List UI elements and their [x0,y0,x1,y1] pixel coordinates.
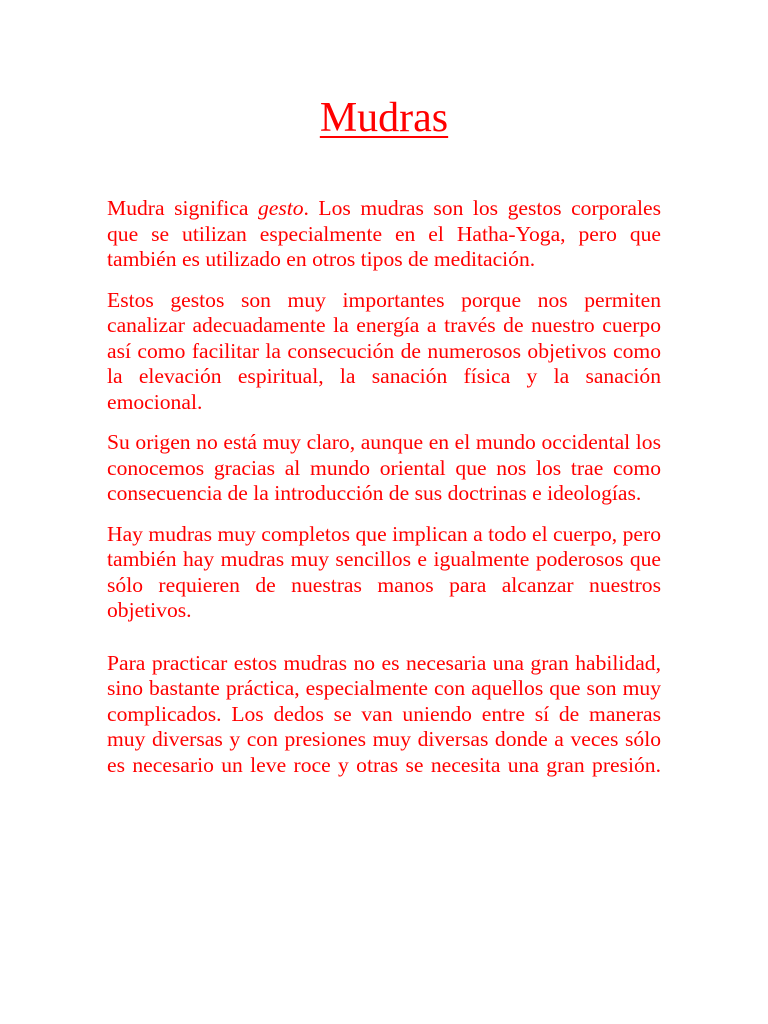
paragraph-3: Su origen no está muy claro, aunque en el mundo occidental los conocemos gracias al mundo oriental que nos los trae como consecuencia de la introducción de sus doctrinas e ideologías. [107,430,661,505]
paragraph-1 [107,196,661,273]
paragraph-4: Hay mudras muy completos que implican a todo el cuerpo, pero también hay mudras muy sencillos e igualmente poderosos que sólo requieren de nuestras manos para alcanzar nuestros objetivos. [107,521,661,622]
paragraph-1-before: Mudra significa [107,196,258,220]
paragraph-1-emphasis: gesto [257,196,304,220]
paragraph-2: Estos gestos son muy importantes porque nos permiten canalizar adecuadamente la energía a través de nuestro cuerpo así como facilitar la consecución de numerosos objetivos como la elevación espiritual, la sanación física y la sanación emocional. [107,287,661,414]
paragraph-1-after: . Los mudras son los gestos corporales que se utilizan especialmente en el Hatha-Yoga, pero que también es utilizado en otros tipos de meditación. [107,196,661,271]
page-title [0,92,768,144]
document-body [107,196,661,778]
page-title-text: Mudras [319,95,449,141]
paragraph-5: Para practicar estos mudras no es necesaria una gran habilidad, sino bastante práctica, especialmente con aquellos que son muy complicados. Los dedos se van uniendo entre sí de maneras muy diversas y con presiones muy diversas donde a veces sólo es necesario un leve roce y otras se necesita una gran presión. [107,650,661,777]
